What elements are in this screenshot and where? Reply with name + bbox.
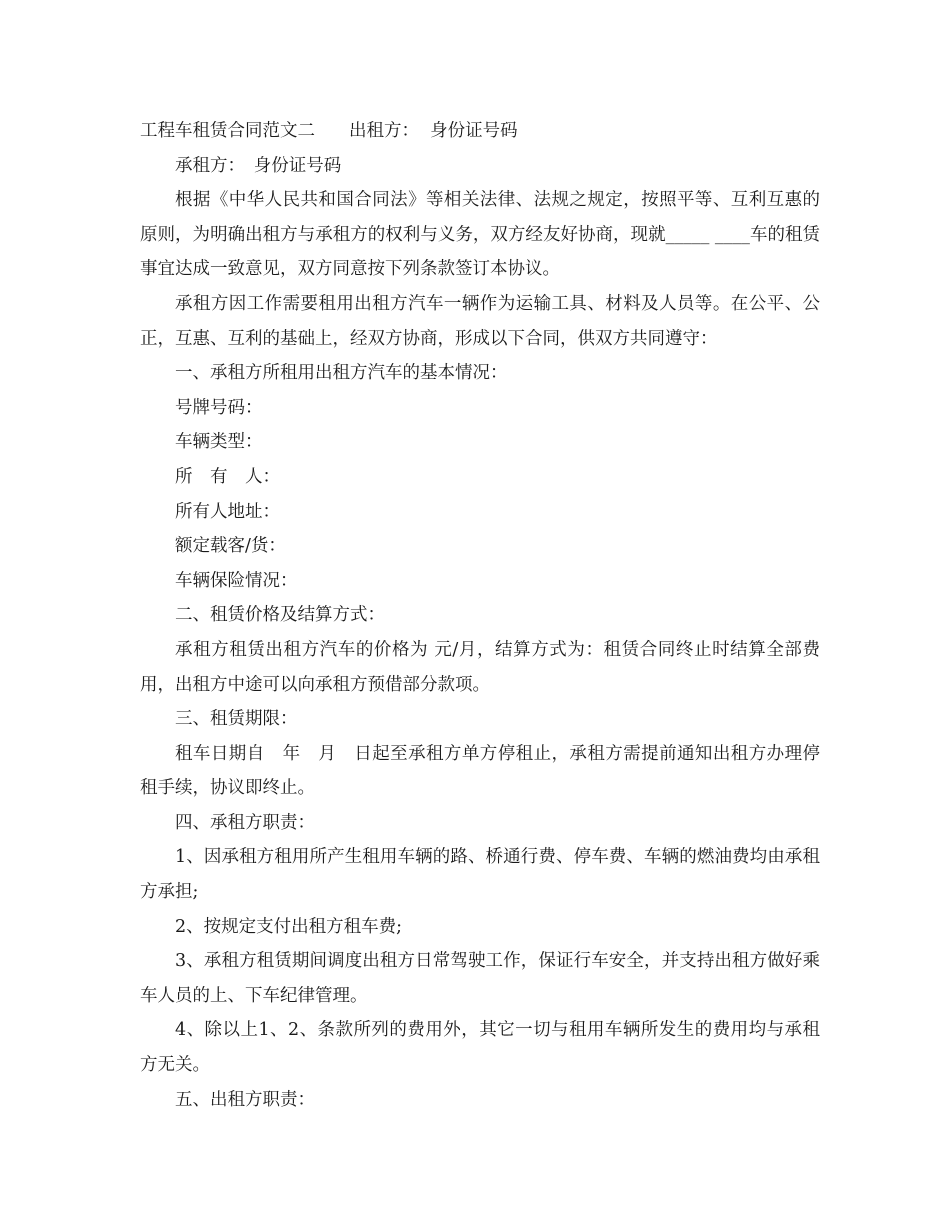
field-owner: 所 有 人： [175, 466, 280, 487]
lessor-label: 出租方： [349, 121, 419, 141]
lessee-line: 承租方： 身份证号码 [175, 155, 342, 176]
section-heading-3: 三、租赁期限： [175, 709, 298, 730]
clause-4-3: 3、承租方租赁期间调度出租方日常驾驶工作，保证行车安全，并支持出租方做好乘车人员的上、下车纪律管理。 [140, 951, 820, 1006]
field-rated-load: 额定载客/货： [175, 536, 286, 557]
clause-4-4: 4、除以上1、2、条款所列的费用外，其它一切与租用车辆所发生的费用均与承租方无关。 [140, 1020, 820, 1076]
section-heading-2: 二、租赁价格及结算方式： [175, 605, 385, 626]
document-title: 工程车租赁合同范文二 [140, 121, 315, 141]
field-plate-number: 号牌号码： [175, 397, 263, 418]
paragraph-term: 租车日期自 年 月 日起至承租方单方停租止，承租方需提前通知出租方办理停租手续，协议即终止。 [140, 743, 820, 799]
clause-4-1: 1、因承租方租用所产生租用车辆的路、桥通行费、停车费、车辆的燃油费均由承租方承担; [140, 847, 820, 903]
document-body [140, 114, 820, 1117]
field-vehicle-type: 车辆类型： [175, 432, 263, 453]
field-insurance: 车辆保险情况： [175, 570, 298, 591]
lessor-id-label: 身份证号码 [430, 121, 518, 141]
section-heading-1: 一、承租方所租用出租方汽车的基本情况： [175, 363, 508, 384]
section-heading-4: 四、承租方职责： [175, 812, 315, 833]
title-line [140, 114, 820, 149]
paragraph-preamble: 根据《中华人民共和国合同法》等相关法律、法规之规定，按照平等、互利互惠的原则，为明确出租方与承租方的权利与义务，双方经友好协商，现就_____ ____车的租赁事宜达成一致意见，双方同意按下列条款签订本协议。 [140, 190, 820, 280]
paragraph-price: 承租方租赁出租方汽车的价格为 元/月，结算方式为：租赁合同终止时结算全部费用，出租方中途可以向承租方预借部分款项。 [140, 639, 820, 695]
field-owner-address: 所有人地址： [175, 501, 280, 522]
clause-4-2: 2、按规定支付出租方租车费; [175, 916, 403, 937]
section-heading-5: 五、出租方职责： [175, 1089, 315, 1110]
paragraph-purpose: 承租方因工作需要租用出租方汽车一辆作为运输工具、材料及人员等。在公平、公正，互惠、互利的基础上，经双方协商，形成以下合同，供双方共同遵守： [140, 293, 820, 349]
